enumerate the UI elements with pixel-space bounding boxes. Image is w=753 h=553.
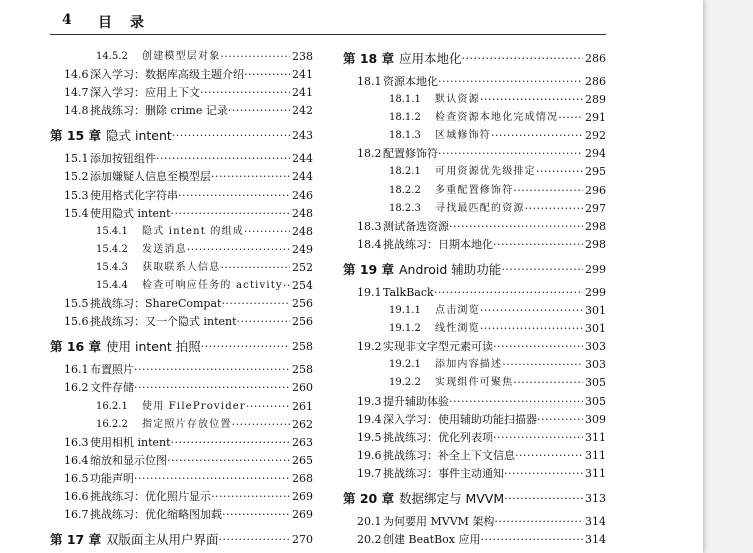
- toc-entry-number: 14.6: [64, 68, 89, 82]
- toc-entry-number: 16.4: [64, 453, 89, 467]
- toc-entry-number: 16.7: [64, 508, 89, 522]
- toc-entry-title: 挑战练习：ShareCompat: [90, 297, 222, 311]
- toc-entry-title: 功能声明: [90, 471, 134, 485]
- dot-leader: [480, 320, 583, 338]
- toc-entry-number: 15.4: [64, 206, 89, 220]
- toc-entry-title: 使用相机 intent: [90, 435, 171, 449]
- toc-entry-title: 寻找最匹配的资源: [435, 202, 525, 214]
- toc-entry-title: 挑战练习：删除 crime 记录: [90, 104, 228, 118]
- dot-leader: [449, 218, 583, 236]
- toc-entry-page: 292: [585, 129, 606, 143]
- toc-entry-number: 第 17 章: [50, 532, 102, 548]
- toc-entry-number: 19.5: [357, 430, 382, 444]
- toc-entry-page: 301: [585, 304, 606, 318]
- toc-section-entry: [343, 73, 606, 91]
- toc-entry-page: 303: [585, 340, 606, 354]
- toc-entry-number: 14.5.2: [96, 51, 128, 62]
- toc-entry-title: 隐式 intent 的组成: [142, 225, 244, 237]
- toc-entry-title: Android 辅助功能: [399, 261, 502, 277]
- toc-section-entry: [50, 452, 313, 470]
- toc-entry-title: 区域修饰符: [435, 130, 491, 142]
- toc-section-entry: [50, 205, 313, 223]
- toc-section-entry: [50, 150, 313, 168]
- toc-section-entry: [50, 506, 313, 524]
- toc-entry-number: 19.1.2: [389, 323, 421, 335]
- dot-leader: [220, 48, 290, 66]
- toc-entry-page: 254: [292, 279, 313, 293]
- toc-entry-title: 配置修饰符: [383, 147, 438, 161]
- toc-entry-title: 默认资源: [435, 94, 480, 106]
- toc-section-entry: [343, 200, 606, 218]
- toc-entry-number: 18.1.3: [389, 130, 421, 142]
- toc-entry-number: 19.3: [357, 394, 382, 408]
- toc-entry-title: 挑战练习：优化照片显示: [90, 489, 211, 503]
- toc-section-entry: [50, 48, 313, 66]
- toc-section-entry: [50, 168, 313, 186]
- toc-entry-number: 18.2.1: [389, 166, 421, 178]
- toc-entry-page: 269: [292, 508, 313, 522]
- toc-entry-title: 实现非文字型元素可读: [383, 340, 493, 354]
- dot-leader: [480, 91, 583, 109]
- running-title: 目录: [98, 15, 162, 31]
- toc-entry-title: 获取联系人信息: [142, 261, 221, 273]
- toc-chapter-entry: [50, 336, 313, 358]
- dot-leader: [237, 313, 290, 331]
- dot-leader: [232, 416, 290, 434]
- dot-leader: [513, 374, 583, 392]
- toc-entry-title: 创建模型层对象: [142, 51, 221, 62]
- toc-entry-title: 深入学习：应用上下文: [90, 86, 200, 100]
- toc-entry-title: 使用 intent 拍照: [106, 339, 201, 355]
- toc-entry-number: 16.1: [64, 363, 89, 377]
- toc-section-entry: [343, 91, 606, 109]
- toc-entry-number: 19.4: [357, 412, 382, 426]
- dot-leader: [438, 73, 583, 91]
- toc-entry-number: 18.4: [357, 237, 382, 251]
- toc-entry-title: 检查可响应任务的 activity: [142, 280, 283, 292]
- dot-leader: [246, 398, 290, 416]
- header-rule: [50, 34, 606, 35]
- dot-leader: [558, 109, 583, 127]
- toc-section-entry: [50, 379, 313, 397]
- toc-entry-title: TalkBack: [383, 285, 434, 299]
- toc-entry-page: 241: [292, 86, 313, 100]
- toc-entry-title: 使用隐式 intent: [90, 206, 171, 220]
- dot-leader: [244, 66, 290, 84]
- dot-leader: [211, 168, 290, 186]
- toc-entry-number: 19.1.1: [389, 305, 421, 317]
- toc-entry-number: 16.5: [64, 471, 89, 485]
- toc-entry-title: 资源本地化: [383, 75, 438, 88]
- toc-entry-page: 311: [585, 430, 606, 444]
- toc-entry-page: 244: [292, 170, 313, 184]
- toc-entry-number: 18.1.1: [389, 94, 421, 106]
- toc-entry-page: 238: [292, 50, 313, 63]
- toc-entry-title: 为何要用 MVVM 架构: [383, 514, 495, 528]
- toc-section-entry: [50, 488, 313, 506]
- toc-entry-page: 249: [292, 242, 313, 256]
- dot-leader: [434, 284, 583, 302]
- dot-leader: [167, 452, 290, 470]
- toc-entry-page: 303: [585, 358, 606, 372]
- toc-entry-title: 提升辅助体验: [383, 394, 449, 408]
- toc-entry-page: 311: [585, 466, 606, 480]
- toc-entry-title: 挑战练习：日期本地化: [383, 237, 493, 251]
- toc-entry-page: 297: [585, 201, 606, 215]
- toc-chapter-entry: [343, 259, 606, 281]
- toc-section-entry: [343, 218, 606, 236]
- toc-entry-page: 248: [292, 206, 313, 220]
- toc-entry-number: 第 18 章: [343, 51, 395, 66]
- toc-entry-title: 检查资源本地化完成情况: [435, 112, 559, 124]
- toc-entry-number: 18.3: [357, 219, 382, 233]
- toc-entry-title: 双版面主从用户界面: [106, 532, 219, 548]
- dot-leader: [244, 223, 290, 241]
- toc-entry-number: 15.2: [64, 170, 89, 184]
- toc-entry-title: 挑战练习：优化列表项: [383, 430, 493, 444]
- dot-leader: [219, 529, 290, 551]
- toc-entry-number: 14.8: [64, 104, 89, 118]
- toc-entry-page: 295: [585, 165, 606, 179]
- dot-leader: [502, 356, 583, 374]
- toc-section-entry: [50, 361, 313, 379]
- toc-entry-title: 可用资源优先级排定: [435, 166, 536, 178]
- toc-chapter-entry: [50, 125, 313, 147]
- toc-section-entry: [343, 127, 606, 145]
- toc-entry-number: 第 19 章: [343, 261, 395, 277]
- toc-section-entry: [50, 313, 313, 331]
- dot-leader: [537, 411, 583, 429]
- toc-entry-title: 缩放和显示位图: [90, 453, 167, 467]
- dot-leader: [480, 302, 583, 320]
- toc-entry-page: 314: [585, 533, 606, 547]
- toc-entry-title: 指定照片存放位置: [142, 418, 232, 430]
- toc-entry-title: 挑战练习：补全上下文信息: [383, 448, 515, 462]
- toc-section-entry: [50, 84, 313, 102]
- toc-section-entry: [343, 356, 606, 374]
- toc-entry-page: 314: [585, 514, 606, 528]
- toc-section-entry: [50, 277, 313, 295]
- toc-entry-title: 隐式 intent: [106, 128, 172, 144]
- toc-section-entry: [343, 531, 606, 549]
- toc-entry-page: 256: [292, 315, 313, 329]
- toc-entry-page: 270: [292, 533, 313, 547]
- toc-entry-number: 20.2: [357, 533, 382, 547]
- dot-leader: [221, 295, 290, 313]
- dot-leader: [178, 187, 290, 205]
- toc-section-entry: [50, 398, 313, 416]
- toc-entry-page: 299: [585, 262, 606, 276]
- toc-section-entry: [343, 429, 606, 447]
- toc-entry-number: 18.2: [357, 147, 382, 161]
- toc-section-entry: [343, 465, 606, 483]
- dot-leader: [513, 182, 583, 200]
- dot-leader: [536, 163, 583, 181]
- toc-entry-number: 15.1: [64, 152, 89, 166]
- toc-entry-page: 261: [292, 399, 313, 413]
- toc-entry-page: 291: [585, 111, 606, 125]
- dot-leader: [283, 277, 290, 295]
- toc-section-entry: [50, 434, 313, 452]
- toc-entry-title: 创建 BeatBox 应用: [383, 533, 481, 547]
- dot-leader: [515, 447, 583, 465]
- dot-leader: [156, 150, 290, 168]
- toc-entry-page: 305: [585, 376, 606, 390]
- toc-entry-title: 挑战练习：又一个隐式 intent: [90, 315, 237, 329]
- toc-entry-number: 20.1: [357, 514, 382, 528]
- toc-entry-title: 使用格式化字符串: [90, 188, 178, 202]
- toc-entry-page: 256: [292, 297, 313, 311]
- toc-entry-title: 实现组件可聚焦: [435, 377, 514, 389]
- toc-entry-title: 添加嫌疑人信息至模型层: [90, 170, 211, 184]
- toc-entry-page: 265: [292, 453, 313, 467]
- toc-section-entry: [50, 295, 313, 313]
- toc-section-entry: [343, 338, 606, 356]
- toc-entry-page: 286: [585, 52, 606, 65]
- toc-entry-number: 15.4.2: [96, 243, 128, 255]
- toc-entry-page: 298: [585, 237, 606, 251]
- toc-section-entry: [343, 284, 606, 302]
- toc-entry-page: 248: [292, 224, 313, 238]
- toc-entry-title: 添加按钮组件: [90, 152, 156, 166]
- toc-entry-number: 19.6: [357, 448, 382, 462]
- toc-entry-page: 296: [585, 183, 606, 197]
- toc-entry-title: 线性浏览: [435, 323, 480, 335]
- toc-section-entry: [50, 241, 313, 259]
- toc-entry-page: 313: [585, 491, 606, 505]
- toc-section-entry: [343, 182, 606, 200]
- toc-entry-page: 298: [585, 219, 606, 233]
- toc-entry-page: 262: [292, 417, 313, 431]
- dot-leader: [222, 506, 290, 524]
- toc-entry-page: 305: [585, 394, 606, 408]
- dot-leader: [134, 379, 290, 397]
- dot-leader: [171, 434, 290, 452]
- dot-leader: [449, 393, 583, 411]
- toc-section-entry: [50, 416, 313, 434]
- toc-chapter-entry: [343, 488, 606, 510]
- toc-section-entry: [343, 145, 606, 163]
- toc-entry-number: 16.2.2: [96, 418, 128, 430]
- toc-section-entry: [343, 447, 606, 465]
- toc-entry-number: 15.5: [64, 297, 89, 311]
- dot-leader: [504, 465, 583, 483]
- page-header: [0, 12, 640, 34]
- toc-entry-title: 深入学习：数据库高级主题介绍: [90, 68, 244, 82]
- dot-leader: [438, 145, 583, 163]
- toc-section-entry: [343, 374, 606, 392]
- dot-leader: [134, 361, 290, 379]
- dot-leader: [494, 513, 583, 531]
- toc-entry-title: 添加内容描述: [435, 359, 503, 371]
- toc-entry-page: 263: [292, 435, 313, 449]
- toc-entry-page: 311: [585, 448, 606, 462]
- dot-leader: [501, 259, 583, 281]
- toc-entry-number: 16.6: [64, 489, 89, 503]
- toc-entry-number: 第 20 章: [343, 490, 395, 506]
- toc-entry-page: 286: [585, 75, 606, 88]
- toc-entry-number: 第 16 章: [50, 339, 102, 355]
- toc-entry-number: 15.4.3: [96, 261, 128, 273]
- toc-entry-page: 258: [292, 363, 313, 377]
- toc-section-entry: [50, 187, 313, 205]
- toc-entry-page: 309: [585, 412, 606, 426]
- toc-entry-title: 挑战练习：事件主动通知: [383, 466, 504, 480]
- toc-entry-number: 18.1.2: [389, 112, 421, 124]
- toc-section-entry: [343, 411, 606, 429]
- toc-section-entry: [343, 320, 606, 338]
- toc-section-entry: [343, 163, 606, 181]
- toc-entry-page: 299: [585, 285, 606, 299]
- toc-entry-number: 19.7: [357, 466, 382, 480]
- toc-entry-number: 第 15 章: [50, 128, 102, 144]
- toc-entry-number: 16.2.1: [96, 400, 128, 412]
- toc-entry-page: 242: [292, 104, 313, 118]
- toc-entry-title: 发送消息: [142, 243, 187, 255]
- toc-column-left: [50, 48, 313, 553]
- toc-section-entry: [50, 259, 313, 277]
- toc-entry-page: 268: [292, 471, 313, 485]
- dot-leader: [172, 125, 290, 147]
- toc-entry-page: 260: [292, 381, 313, 395]
- toc-column-right: [343, 48, 606, 549]
- toc-entry-title: 数据绑定与 MVVM: [399, 490, 505, 506]
- toc-entry-number: 19.2: [357, 340, 382, 354]
- toc-entry-page: 289: [585, 93, 606, 107]
- toc-section-entry: [50, 223, 313, 241]
- toc-entry-number: 19.1: [357, 285, 382, 299]
- dot-leader: [462, 48, 583, 70]
- toc-section-entry: [50, 470, 313, 488]
- dot-leader: [171, 205, 290, 223]
- page-number: 4: [62, 12, 72, 28]
- toc-section-entry: [50, 66, 313, 84]
- dot-leader: [525, 200, 583, 218]
- toc-entry-number: 19.2.1: [389, 359, 421, 371]
- toc-entry-title: 使用 FileProvider: [142, 400, 246, 412]
- toc-entry-page: 258: [292, 340, 313, 354]
- dot-leader: [504, 488, 583, 510]
- toc-entry-title: 点击浏览: [435, 305, 480, 317]
- toc-entry-page: 252: [292, 260, 313, 274]
- toc-entry-title: 应用本地化: [399, 51, 462, 66]
- toc-entry-number: 14.7: [64, 86, 89, 100]
- toc-section-entry: [343, 302, 606, 320]
- toc-entry-title: 深入学习：使用辅助功能扫描器: [383, 412, 537, 426]
- toc-entry-page: 243: [292, 129, 313, 143]
- toc-entry-number: 19.2.2: [389, 377, 421, 389]
- toc-entry-number: 16.3: [64, 435, 89, 449]
- dot-leader: [480, 531, 583, 549]
- toc-entry-page: 246: [292, 188, 313, 202]
- toc-entry-page: 241: [292, 68, 313, 82]
- toc-section-entry: [343, 393, 606, 411]
- toc-entry-page: 269: [292, 489, 313, 503]
- dot-leader: [493, 429, 583, 447]
- toc-entry-number: 15.4.4: [96, 280, 128, 292]
- toc-entry-number: 18.2.3: [389, 202, 421, 214]
- dot-leader: [228, 102, 290, 120]
- dot-leader: [211, 488, 290, 506]
- toc-entry-title: 测试备选资源: [383, 219, 449, 233]
- dot-leader: [201, 336, 290, 358]
- toc-entry-number: 18.1: [357, 75, 382, 88]
- toc-section-entry: [343, 236, 606, 254]
- toc-section-entry: [50, 102, 313, 120]
- toc-chapter-entry: [343, 48, 606, 70]
- toc-section-entry: [343, 109, 606, 127]
- toc-chapter-entry: [50, 529, 313, 551]
- toc-entry-number: 16.2: [64, 381, 89, 395]
- dot-leader: [491, 127, 583, 145]
- toc-entry-title: 布置照片: [90, 363, 134, 377]
- toc-entry-title: 多重配置修饰符: [435, 184, 514, 196]
- dot-leader: [220, 259, 290, 277]
- toc-entry-number: 15.4.1: [96, 225, 128, 237]
- dot-leader: [493, 236, 583, 254]
- toc-section-entry: [343, 513, 606, 531]
- toc-entry-title: 挑战练习：优化缩略图加载: [90, 508, 222, 522]
- toc-entry-number: 15.6: [64, 315, 89, 329]
- toc-entry-page: 294: [585, 147, 606, 161]
- toc-entry-page: 244: [292, 152, 313, 166]
- dot-leader: [134, 470, 290, 488]
- dot-leader: [200, 84, 290, 102]
- toc-entry-page: 301: [585, 322, 606, 336]
- toc-entry-title: 文件存储: [90, 381, 134, 395]
- toc-entry-number: 18.2.2: [389, 184, 421, 196]
- dot-leader: [493, 338, 583, 356]
- dot-leader: [187, 241, 290, 259]
- toc-entry-number: 15.3: [64, 188, 89, 202]
